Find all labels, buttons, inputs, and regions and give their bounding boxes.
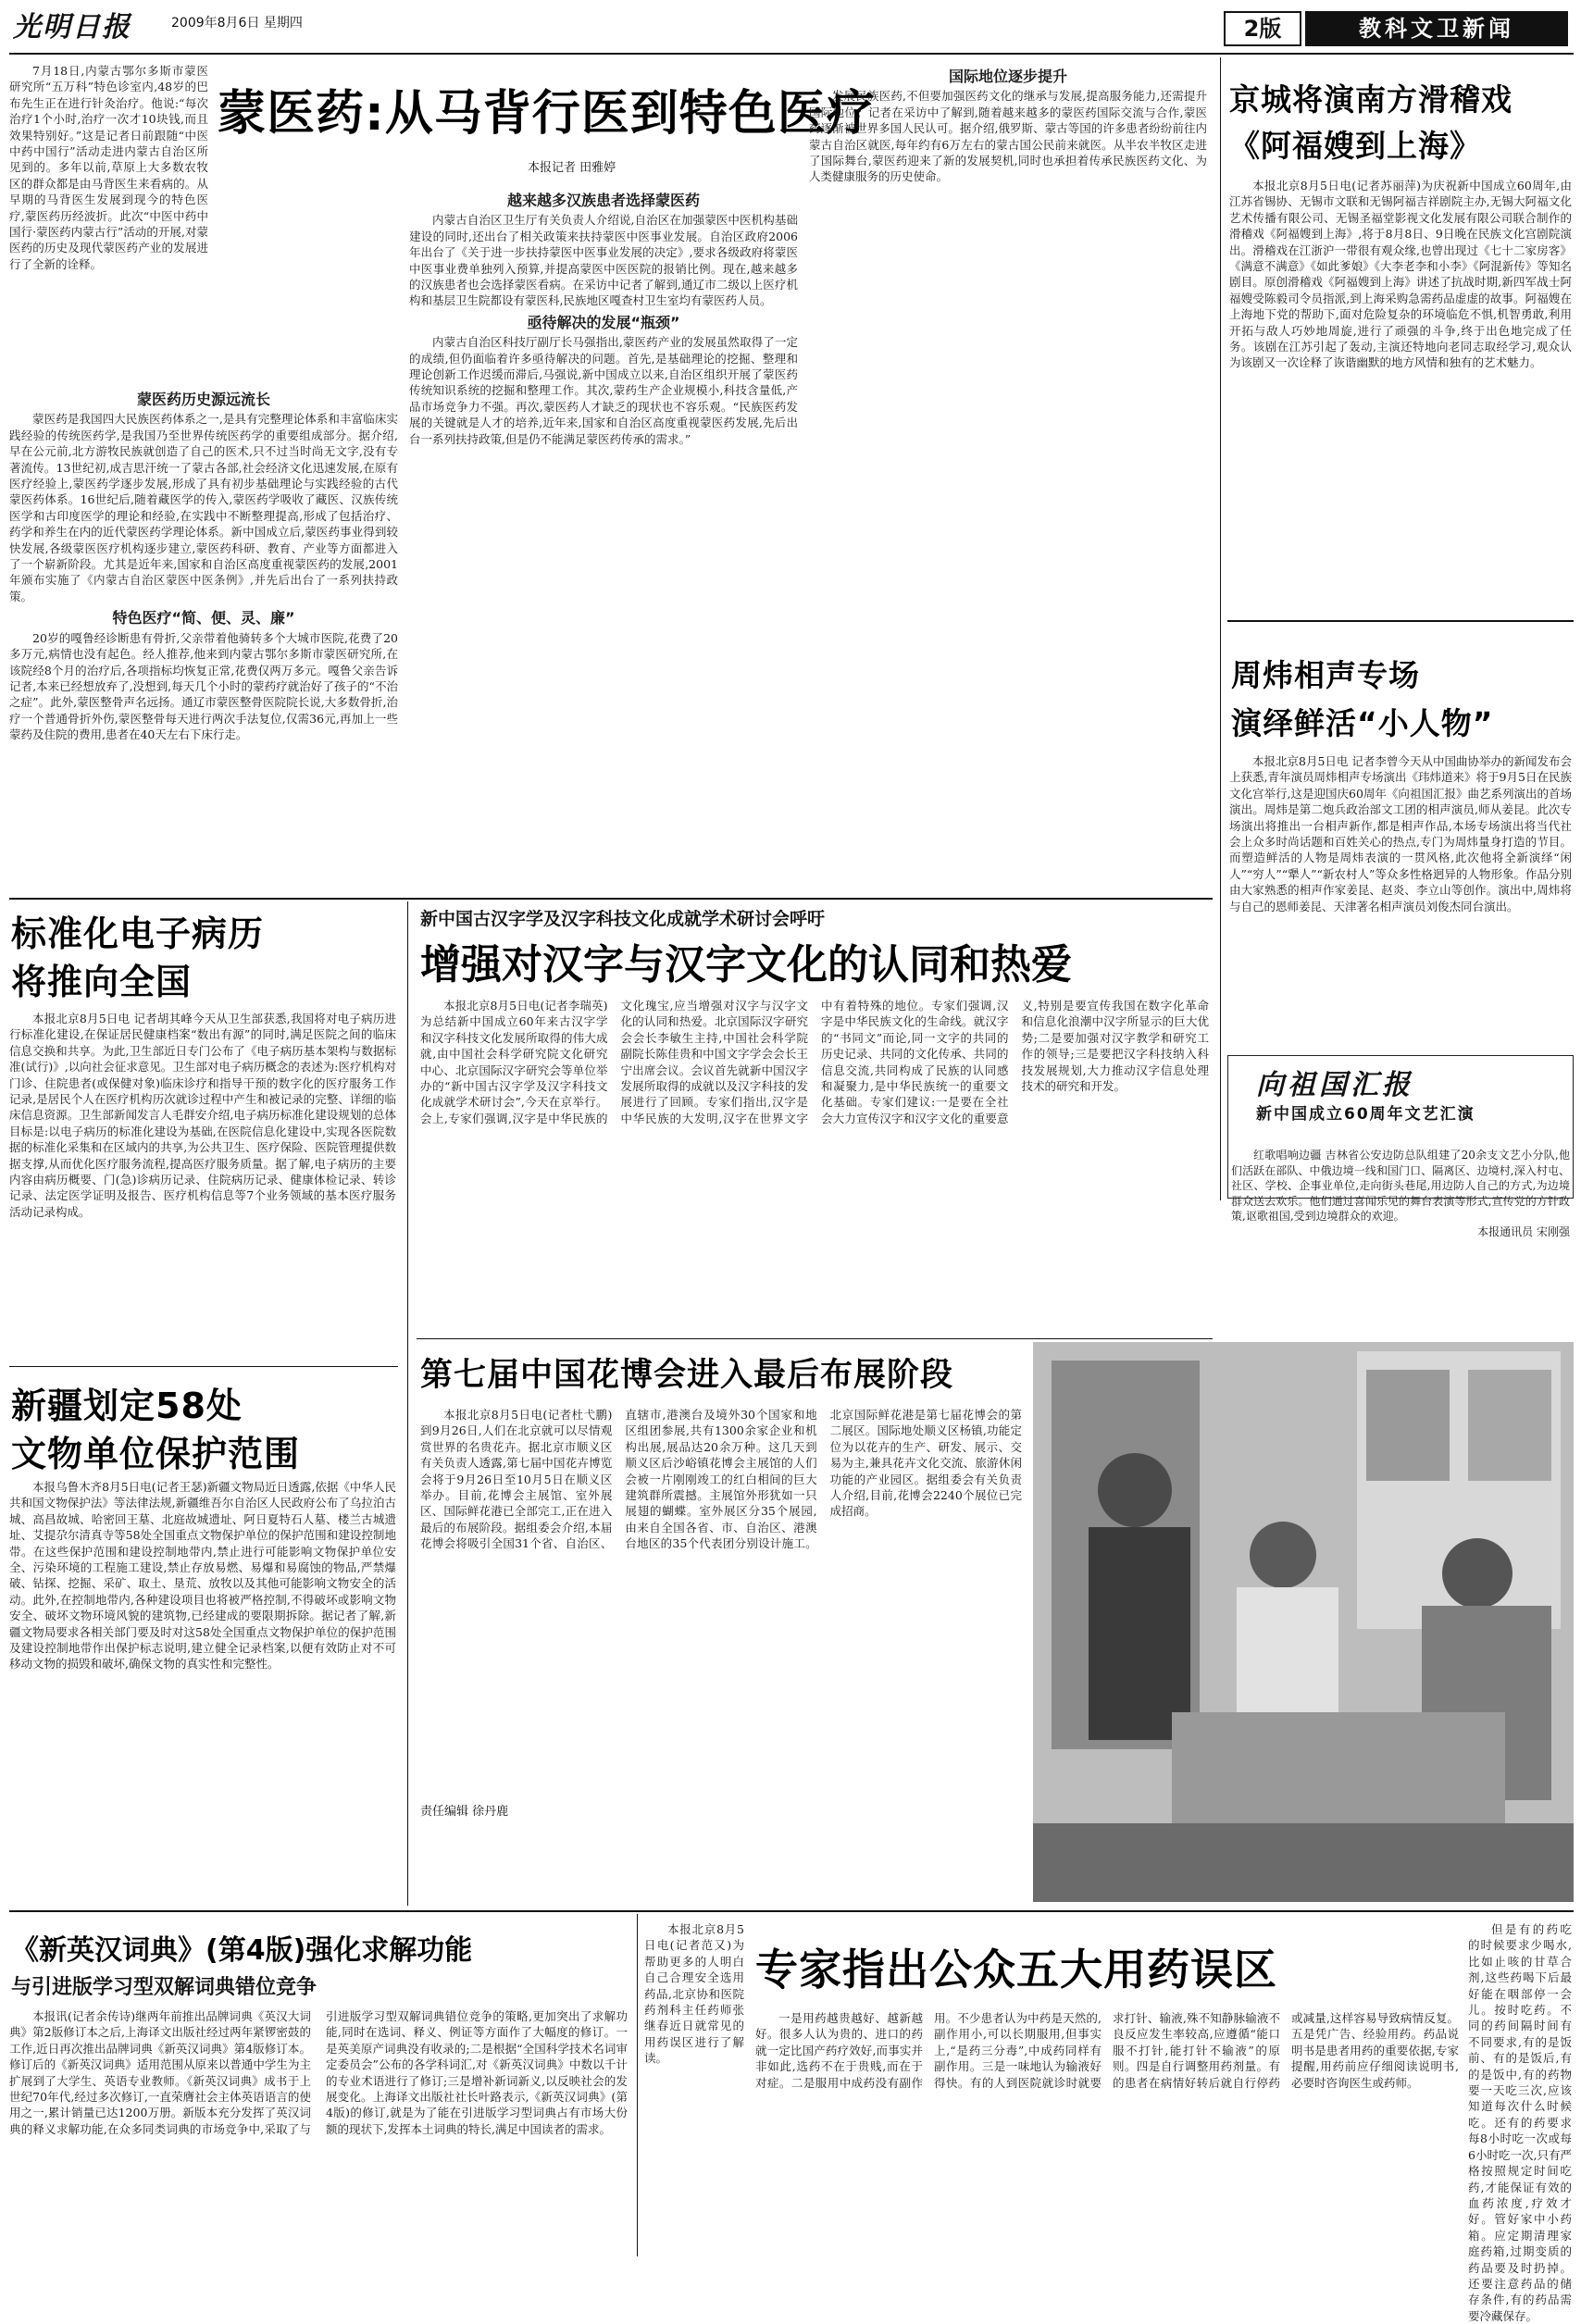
section-text-features: 20岁的嘎鲁经诊断患有骨折,父亲带着他骑转多个大城市医院,花费了20多万元,病情也没有起色。经人推荐,他来到内蒙古鄂尔多斯市蒙医研究所,在该院经8个月的治疗后,各项指标均恢复正常,花费仅两万多元。嘎鲁父亲告诉记者,本来已经想放弃了,没想到,每天几个小时的蒙药疗就治好了孩子的“不治之症”。此外,蒙医整骨声名远扬。通辽市蒙医整骨医院院长说,大多数骨折,治疗一个普通骨折外伤,蒙医整骨每天进行两次手法复位,仅需36元,再加上一些蒙药及住院的费用,患者在40天左右下床行走。 [9, 630, 398, 742]
report-box-credit: 本报通讯员 宋刚强 [1477, 1224, 1570, 1238]
hanzi-title: 增强对汉字与汉字文化的认同和热爱 [420, 941, 1072, 988]
section-heading-bottleneck: 亟待解决的发展“瓶颈” [527, 313, 680, 331]
page-number-badge [1224, 11, 1301, 46]
photo-caption [1033, 1342, 1034, 1343]
medication-lead-text: 本报北京8月5日电(记者范又)为帮助更多的人明白自己合理安全选用药品,北京协和医院药剂科主任药师张继春近日就常见的用药误区进行了解读。 [644, 1922, 744, 2066]
article-crosstalk [1227, 626, 1574, 1051]
medical-text: 本报北京8月5日电 记者胡其峰今天从卫生部获悉,我国将对电子病历进行标准化建设,在保证居民健康档案“数出有源”的同时,满足医院之间的临床信息交换和共享。为此,卫生部近日专门公布了《电子病历基本架构与数据标准(试行)》,以向社会征求意见。卫生部对电子病历概念的表述为:医疗机构对门诊、住院患者(或保健对象)临床诊疗和指导干预的数字化的医疗服务工作记录,是居民个人在医疗机构历次就诊过程中产生和被记录的完整、详细的临床信息资源。卫生部新闻发言人毛群安介绍,电子病历标准化建设规划的总体目标是:以电子病历的标准化建设为基础,在医院信息化建设中,实现各医院数据的标准化采集和在区域内的共享,为公共卫生、医疗保险、医院管理提供数据支撑,从而优化医疗服务流程,提高医疗服务质量。据了解,电子病历的主要内容由病历概要、门(急)诊病历记录、住院病历记录、健康体检记录、转诊记录、法定医学证明及报告、医疗机构信息等7个业务领域的基本医疗服务活动记录构成。 [9, 1012, 396, 1219]
article-medical-records [9, 901, 398, 1364]
comedy-text: 本报北京8月5日电(记者苏丽萍)为庆祝新中国成立60周年,由江苏省锡协、无锡市文联和无锡阿福吉祥剧院主办,无锡大阿福文化艺术传播有限公司、无锡圣福堂影视文化发展有限公司联合制作的滑稽戏《阿福嫂到上海》,将于8月8日、9日晚在民族文化宫剧院演出。滑稽戏在江浙沪一带很有观众缘,也曾出现过《七十二家房客》《满意不满意》《如此爹娘》《大李老李和小李》《阿混新传》等知名剧目。原创滑稽戏《阿福嫂到上海》讲述了抗战时期,新四军战士阿福嫂受陈毅司令员指派,到上海采购急需药品虚虚的故事。阿福嫂在上海地下党的帮助下,面对危险复杂的环境临危不惧,机智勇敢,利用开拓与敌人巧妙地周旋,进行了顽强的斗争,终于出色地完成了任务。该剧在江苏引起了轰动,主演还特地向老同志取经学习,观众认为该剧又一次诠释了诙谐幽默的地方风情和独有的艺术魅力。 [1229, 179, 1572, 370]
section-badge [1305, 11, 1568, 46]
medication-text: 一是用药越贵越好、越新越好。很多人认为贵的、进口的药就一定比国产药疗效好,而事实并非如此,选药不在于贵贱,而在于对症。二是服用中成药没有副作用。不少患者认为中药是天然的,副作用小,可以长期服用,但事实上,“是药三分毒”,中成药同样有副作用。三是一味地认为输液好得快。有的人到医院就诊时就要求打针、输液,殊不知静脉输液不良反应发生率较高,应遵循“能口服不打针,能打针不输液”的原则。四是自行调整用药剂量。有的患者在病情好转后就自行停药或减量,这样容易导致病情反复。五是凭广告、经验用药。药品说明书是患者用药的重要依据,专家提醒,用药前应仔细阅读说明书,必要时咨询医生或药师。 [755, 2011, 1459, 2090]
lead-article-intro [9, 63, 208, 382]
col-divider-bottom [637, 1914, 638, 2256]
medical-title-line2: 将推向全国 [11, 962, 193, 1002]
crosstalk-title-line1: 周炜相声专场 [1231, 657, 1420, 693]
medication-title: 专家指出公众五大用药误区 [755, 1945, 1277, 1995]
crosstalk-body [1229, 753, 1572, 1048]
lead-article-title: 蒙医药:从马背行医到特色医疗 [218, 86, 876, 142]
medical-body [9, 1011, 396, 1359]
mid-rule [9, 898, 1213, 900]
news-photo [1033, 1342, 1574, 1902]
section-text-history: 蒙医药是我国四大民族医药体系之一,是具有完整理论体系和丰富临床实践经验的传统医药学,是我国乃至世界传统医药学的重要组成部分。据介绍,早在公元前,北方游牧民族就创造了自己的医术,只不过当时尚无文字,没有专著流传。13世纪初,成吉思汗统一了蒙古各部,社会经济文化迅速发展,在原有医疗经验上,蒙医药学逐步发展,形成了具有初步基础理论与实践经验的古代蒙医药体系。16世纪后,随着藏医学的传入,蒙医药学吸收了藏医、汉族传统医学和古印度医学的理论和经验,在实践中不断整理提高,形成了包括治疗、药学和养生在内的近代蒙医药学理论体系。新中国成立后,蒙医药事业得到较快发展,各级蒙医医疗机构逐步建立,蒙医药科研、教育、产业等方面都进入了一个崭新阶段。尤其是近年来,国家和自治区高度重视蒙医药的发展,2001年颁布实施了《内蒙古自治区蒙医中医条例》,并先后出台了一系列扶持政策。 [9, 412, 398, 603]
section-heading-patients: 越来越多汉族患者选择蒙医药 [506, 192, 700, 209]
article-medication [644, 1914, 1574, 2323]
editor-credit: 责任编辑 徐丹鹿 [420, 1805, 509, 1819]
lead-article-col-3 [809, 63, 1207, 890]
masthead-rule [9, 53, 1574, 55]
report-box-body [1231, 1148, 1570, 1277]
medication-right-text: 但是有的药吃的时候要求少喝水,比如止咳的甘草合剂,这些药喝下后最好能在咽部停一会儿。按时吃药。不同的药间隔时间有不同要求,有的是饭前、有的是饭后,有的是饭中,有的药物要一天吃三次,应该知道每次什么时候吃。还有的药要求每8小时吃一次或每6小时吃一次,只有严格按照规定时间吃药,才能保证有效的血药浓度,疗效才好。管好家中小药箱。应定期清理家庭药箱,过期变质的药品要及时扔掉。还要注意药品的储存条件,有的药品需要冷藏保存。 [1468, 1922, 1572, 2323]
article-comedy-play [1227, 59, 1574, 615]
lead-article-col-2 [409, 187, 798, 890]
flower-body [420, 1407, 1022, 1796]
news-photo-illustration [1033, 1342, 1574, 1902]
section-text-patients: 内蒙古自治区卫生厅有关负责人介绍说,自治区在加强蒙医中医机构基础建设的同时,还出台了相关政策来扶持蒙医中医事业发展。自治区政府2006年出台了《关于进一步扶持蒙医中医事业发展的决定》,要求各级政府将蒙医中医事业费单独列入预算,并提高蒙医中医医院的报销比例。现在,越来越多的汉族患者也会选择蒙医看病。在采访中记者了解到,通辽市二级以上医疗机构和基层卫生院都设有蒙医科,民族地区嘎查村卫生室均有蒙医药人员。 [409, 213, 798, 308]
hanzi-body [420, 998, 1209, 1331]
article-dictionary [9, 1914, 629, 2256]
comedy-body [1229, 178, 1572, 605]
section-heading-features: 特色医疗“简、便、灵、廉” [112, 609, 295, 628]
issue-date: 2009年8月6日 星期四 [171, 16, 303, 31]
dictionary-body [9, 2008, 628, 2253]
page-number: 2版 [1243, 16, 1282, 42]
crosstalk-text: 本报北京8月5日电 记者李曾今天从中国曲协举办的新闻发布会上获悉,青年演员周炜相声专场演出《玮炜道来》将于9月5日在民族文化宫举行,这是迎国庆60周年《向祖国汇报》曲艺系列演出的首场演出。周炜是第二炮兵政治部文工团的相声演员,师从姜昆。此次专场演出将推出一台相声新作,都是相声作品,本场专场演出将当代社会上众多时尚话题和百姓关心的热点,专门为周炜量身打造的节目。而塑造鲜活的人物是周炜表演的一贯风格,此次他将全新演绎“闲人”“穷人”“犟人”“新农村人”等众多性格迥异的人物形象。作品分别由大家熟悉的相声作家姜昆、赵炎、李立山等创作。演出中,周炜将与自己的恩师姜昆、天津著名相声演员刘俊杰同台演出。 [1229, 754, 1572, 913]
section-name: 教科文卫新闻 [1359, 16, 1514, 42]
article-xinjiang-relics [9, 1370, 398, 1907]
right-column-divider [1220, 57, 1221, 1200]
newspaper-logo: 光明日报 [13, 11, 131, 43]
lead-article-col-1 [9, 386, 398, 886]
xinjiang-title-line1: 新疆划定58处 [11, 1386, 243, 1426]
hanzi-kicker: 新中国古汉字学及汉字科技文化成就学术研讨会呼吁 [420, 909, 826, 929]
lead-intro-paragraph: 7月18日,内蒙古鄂尔多斯市蒙医研究所“五万科”特色诊室内,48岁的巴布先生正在进行针灸治疗。他说:“每次治疗1个小时,治疗一次才10块钱,而且效果特别好。”这是记者日前跟随“中医中药中国行”活动走进内蒙古自治区所见到的。多年以前,草原上大多数农牧区的群众都是由马背医生来看病的。从早期的马背医生发展到现今的特色医疗,蒙医药历经波折。此次“中医中药中国行·蒙医药内蒙古行”活动的开展,对蒙医药的历史及现代蒙医药产业的发展进行了全新的诠释。 [9, 64, 208, 271]
article-flower-expo [417, 1342, 1027, 1907]
flower-text: 本报北京8月5日电(记者杜弋鹏)到9月26日,人们在北京就可以尽情观赏世界的名贵花卉。据北京市顺义区有关负责人透露,第七届中国花卉博览会将于9月26日至10月5日在顺义区举办。目前,花博会主展馆、室外展区、国际鲜花港已全部完工,正在进入最后的布展阶段。据组委会介绍,本届花博会将吸引全国31个省、自治区、直辖市,港澳台及境外30个国家和地区组团参展,共有1300余家企业和机构出展,展品达20余万种。这几天到顺义区后沙峪镇花博会主展馆的人们会被一片刚刚竣工的红白相间的巨大建筑群所震撼。主展馆外形犹如一只展翅的蝴蝶。室外展区分35个展园,由来自全国各省、市、自治区、港澳台地区的35个代表团分别设计施工。北京国际鲜花港是第七届花博会的第二展区。国际地处顺义区杨镇,功能定位为以花卉的生产、研发、展示、交易为主,兼具花卉文化交流、旅游休闲功能的产业园区。据组委会有关负责人介绍,目前,花博会2240个展位已完成招商。 [420, 1408, 1022, 1551]
xinjiang-title-line2: 文物单位保护范围 [11, 1434, 301, 1474]
xinjiang-text: 本报乌鲁木齐8月5日电(记者王瑟)新疆文物局近日透露,依据《中华人民共和国文物保护法》等法律法规,新疆维吾尔自治区人民政府公布了乌拉泊古城、高昌故城、哈密回王墓、北庭故城遗址、阿日夏特石人墓、楼兰古城遗址、艾提尕尔清真寺等58处全国重点文物保护单位的保护范围和建设控制地带。在这些保护范围和建设控制地带内,禁止进行可能影响文物保护单位安全、污染环境的工程施工建设,禁止存放易燃、易爆和易腐蚀的物品,严禁爆破、钻探、挖掘、采矿、取土、垦荒、放牧以及其他可能影响文物安全的活动。此外,在控制地带内,各种建设项目也将被严格控制,不得破坏或影响文物安全、破坏文物环境风貌的建筑物,已经建成的要限期拆除。据记者了解,新疆文物局要求各相关部门要及时对这58处全国重点文物保护单位的保护范围及建设控制地带作出保护标志说明,建立健全记录档案,以便有效防止对不可移动文物的损毁和破坏,确保文物的真实性和完整性。 [9, 1480, 396, 1672]
dictionary-text: 本报讯(记者余传诗)继两年前推出品牌词典《英汉大词典》第2版修订本之后,上海译文出版社经过两年紧锣密鼓的工作,近日再次推出品牌词典《新英汉词典》第4版修订本。修订后的《新英汉词典》适用范围从原来以普通中学生为主扩展到了大学生、英语专业教师。《新英汉词典》成书于上世纪70年代,经过多次修订,一直荣膺社会主体英语语言的使用之一,累计销量已达1200万册。新版本充分发挥了英汉词典的释义求解功能,在众多同类词典的市场竞争中,采取了与引进版学习型双解词典错位竞争的策略,更加突出了求解功能,同时在选词、释义、例证等方面作了大幅度的修订。一是英美原产词典没有收录的;二是根据“全国科学技术名词审定委员会”公布的各学科词汇,对《新英汉词典》中数以千计的专业术语进行了修订;三是增补新词新义,以反映社会的发展变化。上海译文出版社社长叶路表示,《新英汉词典》(第4版)的修订,就是为了能在引进版学习型词典占有市场大份额的现状下,发挥本土词典的特长,满足中国读者的需求。 [9, 2009, 628, 2136]
flower-title: 第七届中国花博会进入最后布展阶段 [420, 1357, 954, 1394]
rule-hanzi-bottom [417, 1338, 1213, 1339]
report-box-subtitle: 新中国成立60周年文艺汇演 [1256, 1105, 1475, 1124]
medication-right-column [1468, 1921, 1572, 2323]
comedy-title-line1: 京城将演南方滑稽戏 [1229, 81, 1513, 118]
crosstalk-title-line2: 演绎鲜活“小人物” [1231, 705, 1494, 741]
col-divider-left [407, 901, 408, 1906]
rule-medical-bottom [9, 1366, 398, 1367]
lead-article [9, 57, 1213, 895]
dictionary-subtitle: 与引进版学习型双解词典错位竞争 [11, 1976, 317, 1999]
report-box-title: 向祖国汇报 [1256, 1069, 1413, 1101]
section-text-international: 发展民族医药,不但要加强医药文化的继承与发展,提高服务能力,还需提升国际地位。记者在采访中了解到,随着越来越多的蒙医药国际交流与合作,蒙医药逐渐被世界多国人民认可。据介绍,俄罗斯、蒙古等国的许多患者纷纷前往内蒙古自治区就医,每年约有6万左右的蒙古国公民前来就医。从半农半牧区走进了国际舞台,蒙医药迎来了新的发展契机,同时也承担着传承民族医药文化、为人类健康服务的历史使命。 [809, 89, 1207, 184]
masthead [0, 0, 1581, 52]
lead-article-byline: 本报记者 田雅婷 [528, 161, 616, 175]
medication-body [755, 2010, 1459, 2253]
section-text-bottleneck: 内蒙古自治区科技厅副厅长马强指出,蒙医药产业的发展虽然取得了一定的成绩,但仍面临着许多亟待解决的问题。首先,是基础理论的挖掘、整理和理论创新工作迟缓而滞后,马强说,新中国成立以来,自治区组织开展了蒙医药传统知识系统的挖掘和整理工作。其次,蒙药生产企业规模小,科技含量低,产品市场竞争力不强。再次,蒙医药人才缺乏的现状也不容乐观。“民族医药发展的关键就是人才的培养,近年来,国家和自治区高度重视蒙医药发展,先后出台一系列扶持政策,但是仍不能满足蒙医药传承的需求。” [409, 335, 798, 446]
dictionary-title: 《新英汉词典》(第4版)强化求解功能 [11, 1934, 473, 1967]
lower-rule [9, 1910, 1574, 1912]
medication-lead [644, 1921, 744, 2251]
article-chinese-characters [417, 901, 1213, 1336]
comedy-title-line2: 《阿福嫂到上海》 [1229, 128, 1481, 164]
right-rule-1 [1227, 620, 1574, 622]
section-heading-history: 蒙医药历史源远流长 [136, 391, 270, 408]
hanzi-text: 本报北京8月5日电(记者李瑞英)为总结新中国成立60年来古汉字学和汉字科技文化发展所取得的伟大成就,由中国社会科学研究院文化研究中心、北京国际汉字研究会等单位举办的“新中国古汉字学及汉字科技文化成就学术研讨会”,今天在京举行。会上,专家们强调,汉字是中华民族的文化瑰宝,应当增强对汉字与汉字文化的认同和热爱。北京国际汉字研究会会长李敏生主持,中国社会科学院副院长陈佳贵和中国文字学会会长王宁出席会议。会议首先就新中国汉字发展所取得的成就以及汉字科技的发展进行了回顾。专家们指出,汉字是中华民族的大发明,汉字在世界文字中有着特殊的地位。专家们强调,汉字是中华民族文化的生命线。就汉字的“书同文”而论,同一文字的共同的历史记录、共同的文化传承、共同的信息交流,共同构成了民族的认同感和凝聚力,是中华民族统一的重要文化基础。专家们建议:一是要在全社会大力宣传汉字和汉字文化的重要意义,特别是要宣传我国在数字化革命和信息化浪潮中汉字所显示的巨大优势;二是要加强对汉字教学和研究工作的领导;三是要把汉字科技纳入科技发展规划,大力推动汉字信息处理技术的研究和开发。 [420, 999, 1209, 1125]
section-heading-international: 国际地位逐步提升 [948, 68, 1067, 85]
medical-title-line1: 标准化电子病历 [11, 913, 265, 954]
xinjiang-body [9, 1479, 396, 1903]
report-box-text: 红歌唱响边疆 吉林省公安边防总队组建了20余支文艺小分队,他们活跃在部队、中俄边境一线和国门口、隔离区、边境村,深入村屯、社区、学校、企事业单位,走向街头巷尾,用边防人自己的方式,为边境群众送去欢乐。他们通过喜闻乐见的舞台表演等形式,宣传党的方针政策,讴歌祖国,受到边境群众的欢迎。 [1231, 1149, 1570, 1223]
